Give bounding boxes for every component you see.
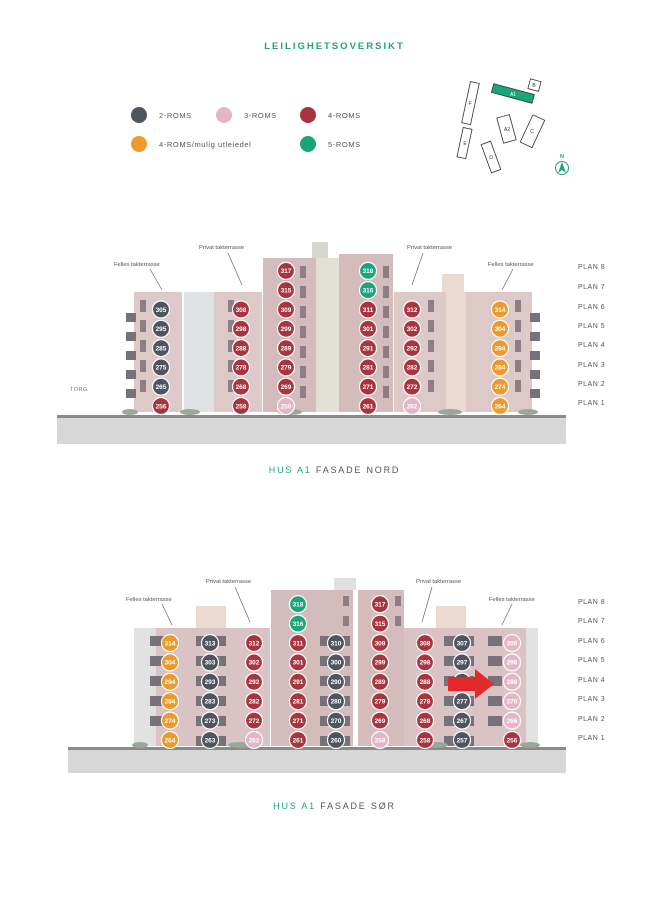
unit-number: 257	[456, 737, 468, 745]
unit-number: 295	[155, 326, 167, 334]
nord-unit-285[interactable]	[153, 340, 170, 357]
sor-plan-label: PLAN 6	[578, 638, 606, 645]
nord-callout-felles-left: Felles takterrasse	[114, 262, 160, 268]
nord-unit-309[interactable]	[278, 301, 295, 318]
sor-unit-281[interactable]	[290, 693, 307, 710]
sor-unit-306[interactable]	[504, 635, 521, 652]
keymap-label-e: E	[463, 141, 467, 147]
sor-facade-building	[68, 578, 566, 773]
sor-unit-259[interactable]	[372, 732, 389, 749]
sor-plan-label: PLAN 8	[578, 599, 606, 606]
nord-unit-316[interactable]	[360, 282, 377, 299]
nord-plan-label: PLAN 5	[578, 323, 606, 330]
unit-number: 267	[456, 717, 468, 725]
unit-number: 286	[506, 679, 518, 687]
sor-title-rest: FASADE SØR	[316, 801, 396, 811]
unit-number: 316	[292, 620, 304, 628]
nord-unit-262[interactable]	[404, 398, 421, 415]
sor-unit-291[interactable]	[290, 673, 307, 690]
page-title: LEILIGHETSOVERSIKT	[264, 41, 405, 52]
unit-number: 307	[456, 640, 468, 648]
sor-unit-272[interactable]	[246, 712, 263, 729]
unit-number: 304	[164, 659, 176, 667]
unit-number: 256	[506, 737, 518, 745]
unit-number: 297	[456, 659, 468, 667]
keymap-label-f: F	[468, 101, 472, 107]
nord-plan-label: PLAN 7	[578, 284, 606, 291]
keymap-label-a1: A1	[509, 92, 517, 98]
sor-unit-264[interactable]	[162, 732, 179, 749]
unit-number: 315	[374, 620, 386, 628]
sor-callout-privat-left: Privat takterrasse	[206, 579, 252, 585]
unit-number: 308	[235, 306, 247, 314]
unit-number: 284	[494, 364, 506, 372]
unit-number: 291	[362, 345, 374, 353]
unit-number: 269	[280, 384, 292, 391]
unit-number: 261	[292, 737, 304, 745]
sor-plan-label: PLAN 3	[578, 696, 606, 703]
sor-unit-268[interactable]	[417, 712, 434, 729]
sor-plan-label: PLAN 5	[578, 657, 606, 664]
nord-facade-building	[57, 242, 566, 444]
sor-unit-289[interactable]	[372, 673, 389, 690]
unit-number: 298	[235, 326, 247, 334]
keymap-label-c: C	[530, 129, 534, 135]
unit-number: 304	[494, 326, 506, 334]
nord-unit-294[interactable]	[492, 340, 509, 357]
sor-unit-296[interactable]	[504, 654, 521, 671]
legend-label: 3-ROMS	[244, 110, 277, 120]
unit-number: 280	[330, 698, 342, 706]
unit-number: 317	[374, 601, 386, 609]
unit-number: 290	[330, 679, 342, 687]
nord-title-rest: FASADE NORD	[311, 465, 401, 475]
sor-unit-284[interactable]	[162, 693, 179, 710]
sor-unit-297[interactable]	[454, 654, 471, 671]
unit-number: 271	[292, 717, 304, 725]
unit-number: 258	[235, 403, 247, 411]
sor-unit-317[interactable]	[372, 596, 389, 613]
unit-number: 266	[506, 717, 518, 725]
unit-number: 279	[280, 364, 292, 372]
nord-unit-299[interactable]	[278, 320, 295, 337]
nord-unit-261[interactable]	[360, 398, 377, 415]
nord-unit-311[interactable]	[360, 301, 377, 318]
unit-number: 276	[506, 698, 518, 706]
sor-plan-label: PLAN 1	[578, 735, 606, 742]
nord-unit-317[interactable]	[278, 262, 295, 279]
unit-number: 311	[362, 306, 374, 314]
unit-number: 309	[374, 640, 386, 648]
sor-unit-280[interactable]	[328, 693, 345, 710]
nord-unit-269[interactable]	[278, 378, 295, 395]
sor-unit-318[interactable]	[290, 596, 307, 613]
nord-callout-felles-right: Felles takterrasse	[488, 262, 534, 268]
sor-facade-title	[0, 801, 669, 811]
unit-number: 283	[204, 698, 216, 706]
sor-unit-316[interactable]	[290, 615, 307, 632]
nord-unit-308[interactable]	[233, 301, 250, 318]
nord-plan-label: PLAN 6	[578, 304, 606, 311]
unit-number: 288	[419, 679, 431, 687]
nord-unit-279[interactable]	[278, 359, 295, 376]
sor-unit-271[interactable]	[290, 712, 307, 729]
sor-unit-274[interactable]	[162, 712, 179, 729]
unit-number: 293	[204, 679, 216, 687]
legend-label: 5-ROMS	[328, 139, 361, 149]
unit-number: 303	[204, 659, 216, 667]
unit-number: 274	[494, 384, 506, 391]
nord-unit-312[interactable]	[404, 301, 421, 318]
legend-label: 4-ROMS/mulig utleiedel	[159, 139, 252, 149]
unit-number: 259	[280, 403, 292, 411]
unit-number: 306	[506, 640, 518, 648]
sor-unit-257[interactable]	[454, 732, 471, 749]
unit-number: 282	[248, 698, 260, 706]
nord-unit-259[interactable]	[278, 398, 295, 415]
nord-title-accent: HUS A1	[268, 465, 312, 475]
nord-unit-284[interactable]	[492, 359, 509, 376]
sor-unit-273[interactable]	[202, 712, 219, 729]
unit-number: 275	[155, 364, 167, 372]
unit-number: 261	[362, 403, 374, 411]
nord-unit-314[interactable]	[492, 301, 509, 318]
unit-number: 296	[506, 659, 518, 667]
sor-unit-300[interactable]	[328, 654, 345, 671]
sor-title-accent: HUS A1	[273, 801, 316, 811]
nord-unit-291[interactable]	[360, 340, 377, 357]
sor-plan-label: PLAN 7	[578, 618, 606, 625]
nord-unit-318[interactable]	[360, 262, 377, 279]
sor-unit-261[interactable]	[290, 732, 307, 749]
unit-number: 256	[155, 403, 167, 411]
sor-unit-256[interactable]	[504, 732, 521, 749]
sor-unit-302[interactable]	[246, 654, 263, 671]
sor-unit-299[interactable]	[372, 654, 389, 671]
unit-number: 314	[494, 306, 506, 314]
unit-number: 299	[280, 326, 292, 334]
sor-unit-307[interactable]	[454, 635, 471, 652]
unit-number: 281	[362, 364, 374, 372]
sor-unit-283[interactable]	[202, 693, 219, 710]
unit-number: 313	[204, 640, 216, 648]
legend-label: 2-ROMS	[159, 110, 192, 120]
sor-unit-304[interactable]	[162, 654, 179, 671]
nord-unit-265[interactable]	[153, 378, 170, 395]
unit-number: 289	[280, 345, 292, 353]
sor-unit-314[interactable]	[162, 635, 179, 652]
sor-unit-277[interactable]	[454, 693, 471, 710]
unit-number: 312	[248, 640, 260, 648]
sor-unit-276[interactable]	[504, 693, 521, 710]
sor-unit-293[interactable]	[202, 673, 219, 690]
unit-number: 271	[362, 384, 374, 391]
unit-number: 316	[362, 287, 374, 295]
sor-unit-263[interactable]	[202, 732, 219, 749]
unit-number: 279	[374, 698, 386, 706]
nord-facade-title	[0, 465, 669, 475]
sor-unit-282[interactable]	[246, 693, 263, 710]
unit-number: 312	[406, 306, 418, 314]
unit-number: 288	[235, 345, 247, 353]
nord-unit-281[interactable]	[360, 359, 377, 376]
unit-number: 315	[280, 287, 292, 295]
unit-number: 282	[406, 364, 418, 372]
nord-unit-272[interactable]	[404, 378, 421, 395]
sor-unit-315[interactable]	[372, 615, 389, 632]
sor-plan-label: PLAN 4	[578, 677, 606, 684]
nord-unit-288[interactable]	[233, 340, 250, 357]
sor-callout-felles-left: Felles takterrasse	[126, 597, 172, 603]
nord-unit-274[interactable]	[492, 378, 509, 395]
nord-unit-289[interactable]	[278, 340, 295, 357]
sor-unit-309[interactable]	[372, 635, 389, 652]
unit-number: 263	[204, 737, 216, 745]
unit-number: 277	[456, 698, 468, 706]
unit-number: 311	[292, 640, 304, 648]
unit-number: 278	[419, 698, 431, 706]
sor-unit-301[interactable]	[290, 654, 307, 671]
unit-number: 278	[235, 364, 247, 372]
nord-unit-278[interactable]	[233, 359, 250, 376]
sor-unit-269[interactable]	[372, 712, 389, 729]
unit-number: 318	[292, 601, 304, 609]
sor-unit-294[interactable]	[162, 673, 179, 690]
nord-unit-282[interactable]	[404, 359, 421, 376]
unit-number: 284	[164, 698, 176, 706]
unit-number: 298	[419, 659, 431, 667]
sor-unit-286[interactable]	[504, 673, 521, 690]
unit-number: 317	[280, 268, 292, 276]
sor-unit-311[interactable]	[290, 635, 307, 652]
sor-callout-felles-right: Felles takterrasse	[489, 597, 535, 603]
unit-number: 289	[374, 679, 386, 687]
unit-number: 265	[155, 384, 167, 391]
sor-unit-258[interactable]	[417, 732, 434, 749]
sor-callout-privat-right: Privat takterrasse	[416, 579, 462, 585]
unit-number: 264	[494, 403, 506, 411]
sor-plan-label: PLAN 2	[578, 716, 606, 723]
sor-unit-313[interactable]	[202, 635, 219, 652]
nord-unit-315[interactable]	[278, 282, 295, 299]
nord-unit-258[interactable]	[233, 398, 250, 415]
sor-unit-279[interactable]	[372, 693, 389, 710]
unit-number: 314	[164, 640, 176, 648]
nord-unit-256[interactable]	[153, 398, 170, 415]
unit-number: 262	[406, 403, 418, 411]
unit-number: 270	[330, 717, 342, 725]
unit-number: 273	[204, 717, 216, 725]
keymap-label-d: D	[489, 155, 493, 161]
unit-number: 292	[406, 345, 418, 353]
sor-unit-266[interactable]	[504, 712, 521, 729]
nord-unit-275[interactable]	[153, 359, 170, 376]
sor-unit-292[interactable]	[246, 673, 263, 690]
nord-unit-301[interactable]	[360, 320, 377, 337]
sor-unit-270[interactable]	[328, 712, 345, 729]
unit-number: 292	[248, 679, 260, 687]
unit-number: 268	[419, 717, 431, 725]
unit-number: 294	[164, 679, 176, 687]
sor-unit-262[interactable]	[246, 732, 263, 749]
unit-number: 318	[362, 268, 374, 276]
unit-number: 269	[374, 717, 386, 725]
nord-plan-label: PLAN 8	[578, 264, 606, 271]
keymap-label-a2: A2	[503, 127, 511, 133]
sor-unit-260[interactable]	[328, 732, 345, 749]
nord-unit-264[interactable]	[492, 398, 509, 415]
nord-unit-271[interactable]	[360, 378, 377, 395]
sor-unit-288[interactable]	[417, 673, 434, 690]
unit-number: 299	[374, 659, 386, 667]
sor-unit-290[interactable]	[328, 673, 345, 690]
legend-label: 4-ROMS	[328, 110, 361, 120]
keymap-label-b: B	[532, 83, 536, 89]
nord-callout-privat-right: Privat takterrasse	[407, 245, 453, 251]
nord-unit-292[interactable]	[404, 340, 421, 357]
unit-number: 301	[362, 326, 374, 334]
unit-number: 301	[292, 659, 304, 667]
nord-unit-298[interactable]	[233, 320, 250, 337]
sor-unit-303[interactable]	[202, 654, 219, 671]
nord-plan-label: PLAN 1	[578, 400, 606, 407]
svg-text:N: N	[560, 154, 564, 160]
unit-number: 291	[292, 679, 304, 687]
sor-unit-278[interactable]	[417, 693, 434, 710]
unit-number: 300	[330, 659, 342, 667]
unit-number: 294	[494, 345, 506, 353]
unit-number: 281	[292, 698, 304, 706]
nord-callout-privat-left: Privat takterrasse	[199, 245, 245, 251]
nord-plan-label: PLAN 2	[578, 381, 606, 388]
unit-number: 305	[155, 306, 167, 314]
unit-number: 259	[374, 737, 386, 745]
unit-number: 260	[330, 737, 342, 745]
unit-number: 272	[248, 717, 260, 725]
unit-number: 308	[419, 640, 431, 648]
unit-number: 264	[164, 737, 176, 745]
sor-unit-267[interactable]	[454, 712, 471, 729]
torg-label: TORG	[70, 387, 88, 393]
nord-plan-label: PLAN 4	[578, 342, 606, 349]
unit-number: 274	[164, 717, 176, 725]
unit-number: 262	[248, 737, 260, 745]
unit-number: 285	[155, 345, 167, 353]
unit-number: 302	[406, 326, 418, 334]
sor-unit-298[interactable]	[417, 654, 434, 671]
nord-unit-268[interactable]	[233, 378, 250, 395]
nord-unit-302[interactable]	[404, 320, 421, 337]
unit-number: 302	[248, 659, 260, 667]
sor-unit-310[interactable]	[328, 635, 345, 652]
nord-unit-305[interactable]	[153, 301, 170, 318]
unit-number: 272	[406, 384, 418, 391]
unit-number: 309	[280, 306, 292, 314]
nord-plan-label: PLAN 3	[578, 362, 606, 369]
unit-number: 310	[330, 640, 342, 648]
sor-unit-312[interactable]	[246, 635, 263, 652]
unit-number: 268	[235, 384, 247, 391]
nord-unit-295[interactable]	[153, 320, 170, 337]
unit-number: 258	[419, 737, 431, 745]
sor-unit-308[interactable]	[417, 635, 434, 652]
nord-unit-304[interactable]	[492, 320, 509, 337]
